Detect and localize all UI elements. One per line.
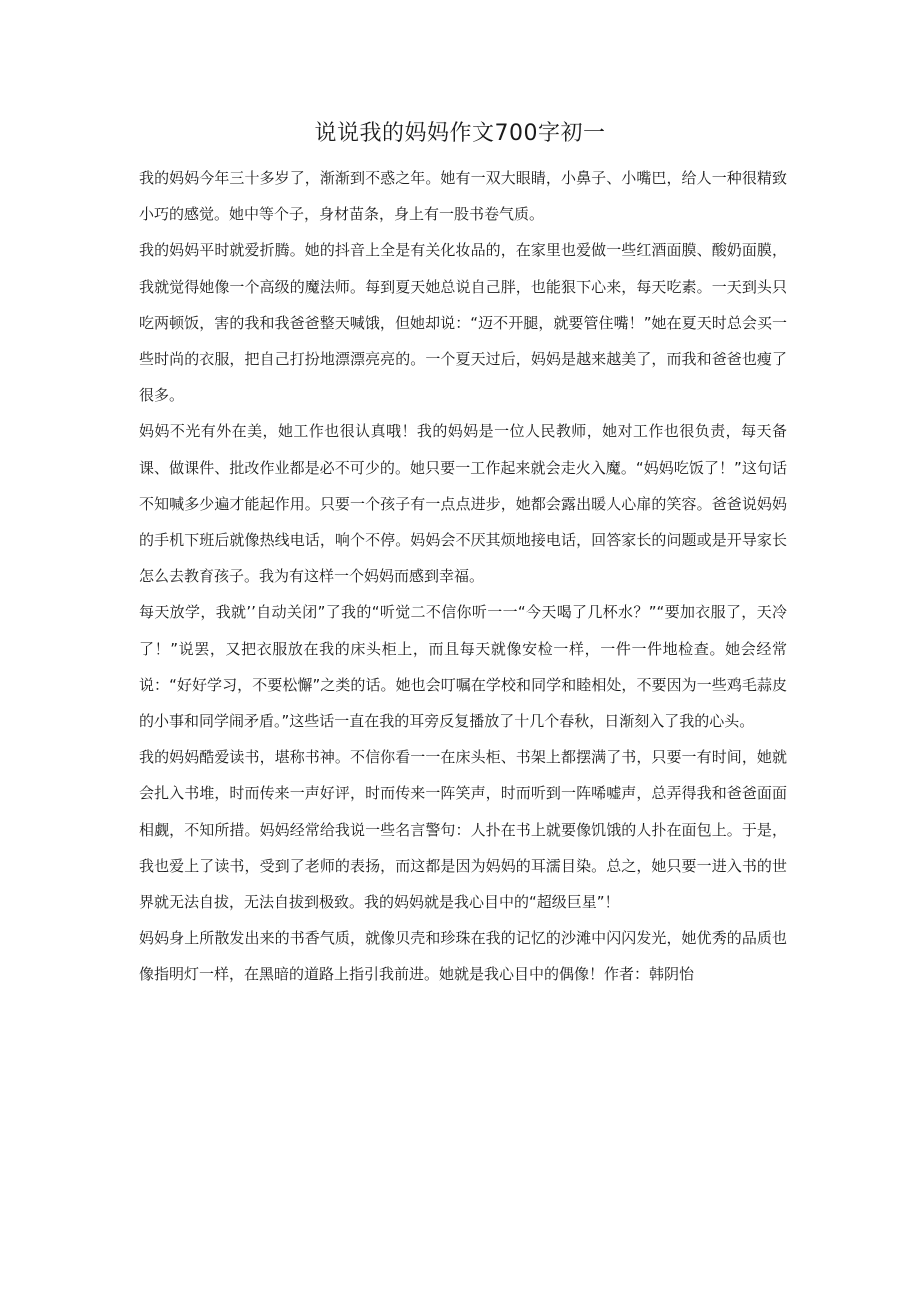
paragraph-4: 每天放学，我就’’自动关闭”了我的“听觉二不信你听一一“今天喝了几杯水？”“要加衣服了，天冷了！”说罢，又把衣服放在我的床头柜上，而且每天就像安检一样，一件一件地检查。她会经常说：“好好学习，不要松懈”之类的话。她也会叮嘱在学校和同学和睦相处，不要因为一些鸡毛蒜皮的小事和同学闹矛盾。”这些话一直在我的耳旁反复播放了十几个春秋，日渐刻入了我的心头。: [139, 603, 787, 731]
paragraph-5: 我的妈妈酷爱读书，堪称书神。不信你看一一在床头柜、书架上都摆满了书，只要一有时间，她就会扎入书堆，时而传来一声好评，时而传来一阵笑声，时而听到一阵唏嘘声，总弄得我和爸爸面面相觑，不知所措。妈妈经常给我说一些名言警句：人扑在书上就要像饥饿的人扑在面包上。于是，我也爱上了读书，受到了老师的表扬，而这都是因为妈妈的耳濡目染。总之，她只要一进入书的世界就无法自拔，无法自拔到极致。我的妈妈就是我心目中的“超级巨星”！: [139, 748, 787, 912]
document-body: [139, 160, 787, 993]
paragraph-2: 我的妈妈平时就爱折腾。她的抖音上全是有关化妆品的，在家里也爱做一些红酒面膜、酸奶面膜，我就觉得她像一个高级的魔法师。每到夏天她总说自己胖，也能狠下心来，每天吃素。一天到头只吃两顿饭，害的我和我爸爸整天喊饿，但她却说：“迈不开腿，就要管住嘴！”她在夏天时总会买一些时尚的衣服，把自己打扮地漂漂亮亮的。一个夏天过后，妈妈是越来越美了，而我和爸爸也瘦了很多。: [139, 241, 787, 405]
document-title: 说说我的妈妈作文700字初一: [314, 121, 606, 146]
paragraph-3: 妈妈不光有外在美，她工作也很认真哦！我的妈妈是一位人民教师，她对工作也很负责，每天备课、做课件、批改作业都是必不可少的。她只要一工作起来就会走火入魔。“妈妈吃饭了！”这句话不知喊多少遍才能起作用。只要一个孩子有一点点进步，她都会露出暖人心扉的笑容。爸爸说妈妈的手机下班后就像热线电话，响个不停。妈妈会不厌其烦地接电话，回答家长的问题或是开导家长怎么去教育孩子。我为有这样一个妈妈而感到幸福。: [139, 422, 787, 586]
paragraph-6: 妈妈身上所散发出来的书香气质，就像贝壳和珍珠在我的记忆的沙滩中闪闪发光，她优秀的品质也像指明灯一样，在黑暗的道路上指引我前进。她就是我心目中的偶像！作者：韩阴怡: [139, 929, 787, 984]
paragraph-1: 我的妈妈今年三十多岁了，渐渐到不惑之年。她有一双大眼睛，小鼻子、小嘴巴，给人一种很精致小巧的感觉。她中等个子，身材苗条，身上有一股书卷气质。: [139, 169, 787, 224]
